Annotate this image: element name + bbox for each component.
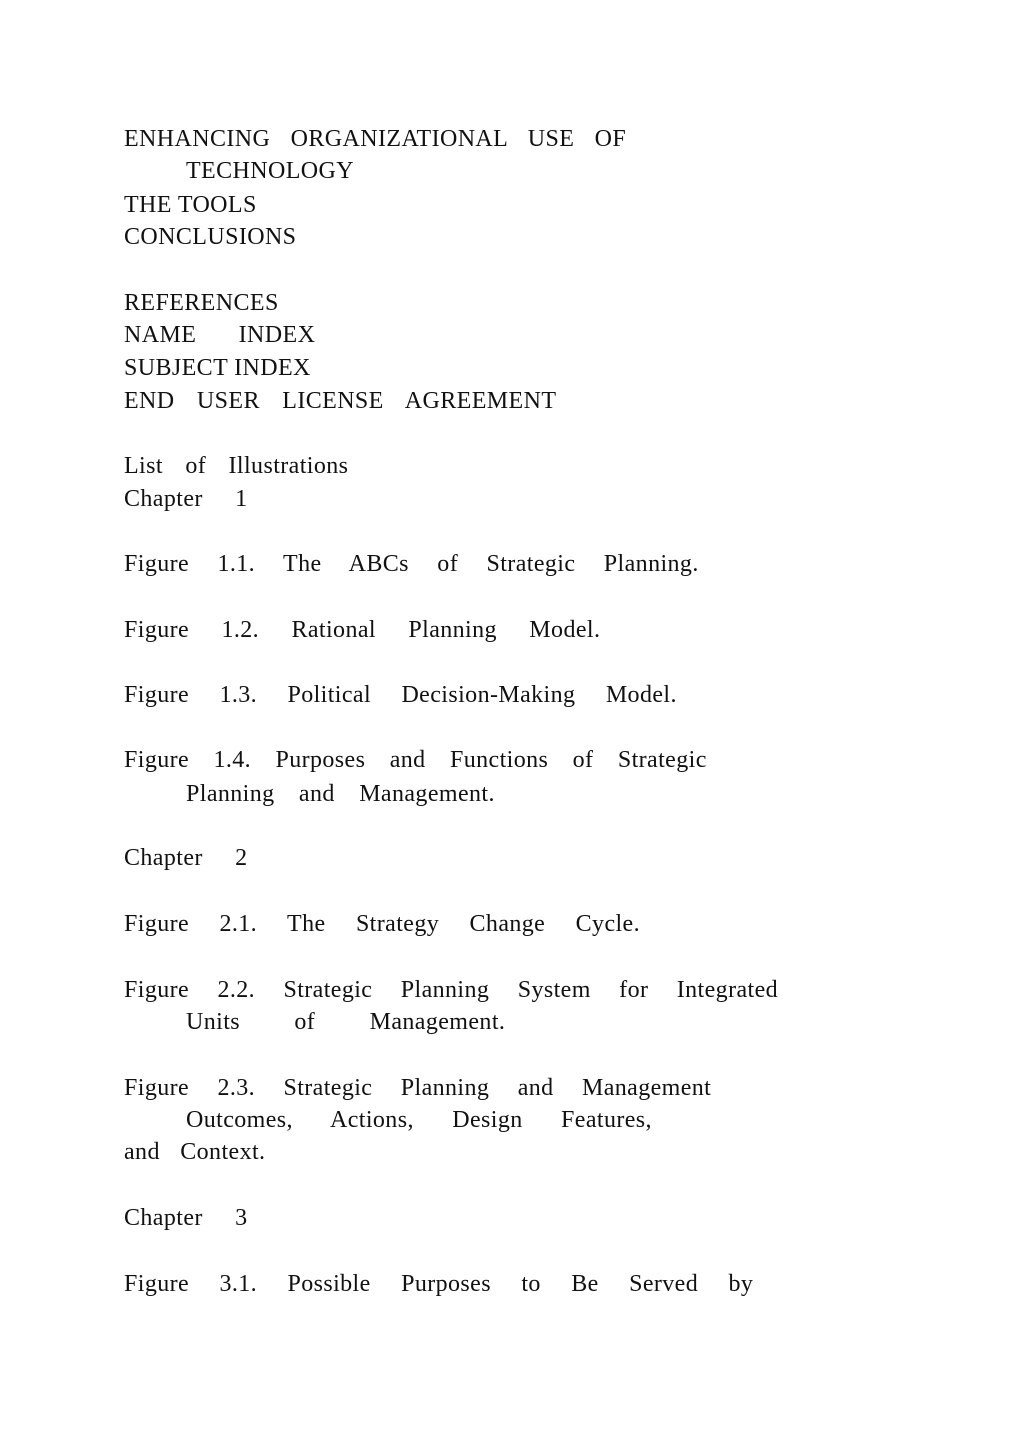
figure-caption: Figure 2.1. The Strategy Change Cycle. [124, 911, 641, 937]
figure-caption: Figure 2.2. Strategic Planning System for Integrated [124, 977, 779, 1003]
chapter-heading: Chapter 2 [124, 845, 248, 871]
figure-caption: Figure 1.3. Political Decision-Making Model. [124, 682, 677, 708]
chapter-heading: Chapter 3 [124, 1205, 248, 1231]
figure-caption-continued: and Context. [124, 1139, 266, 1165]
toc-entry-name-index: NAME INDEX [124, 322, 316, 348]
chapter-heading: Chapter 1 [124, 486, 248, 512]
toc-entry-subject-index: SUBJECT INDEX [124, 355, 311, 381]
toc-entry-eula: END USER LICENSE AGREEMENT [124, 388, 557, 414]
figure-caption-continued: Outcomes, Actions, Design Features, [186, 1107, 652, 1133]
figure-caption: Figure 1.2. Rational Planning Model. [124, 617, 601, 643]
figure-caption: Figure 1.1. The ABCs of Strategic Planning. [124, 551, 699, 577]
toc-entry-tools: THE TOOLS [124, 192, 257, 218]
toc-entry-conclusions: CONCLUSIONS [124, 224, 297, 250]
figure-caption: Figure 1.4. Purposes and Functions of Strategic [124, 747, 707, 773]
toc-entry-references: REFERENCES [124, 290, 279, 316]
toc-entry-enhancing: ENHANCING ORGANIZATIONAL USE OF [124, 126, 627, 152]
figure-caption: Figure 3.1. Possible Purposes to Be Served by [124, 1271, 754, 1297]
figure-caption-continued: Planning and Management. [186, 781, 495, 807]
list-of-illustrations-heading: List of Illustrations [124, 453, 349, 479]
toc-entry-enhancing-continued: TECHNOLOGY [186, 158, 354, 184]
figure-caption-continued: Units of Management. [186, 1009, 506, 1035]
figure-caption: Figure 2.3. Strategic Planning and Management [124, 1075, 712, 1101]
